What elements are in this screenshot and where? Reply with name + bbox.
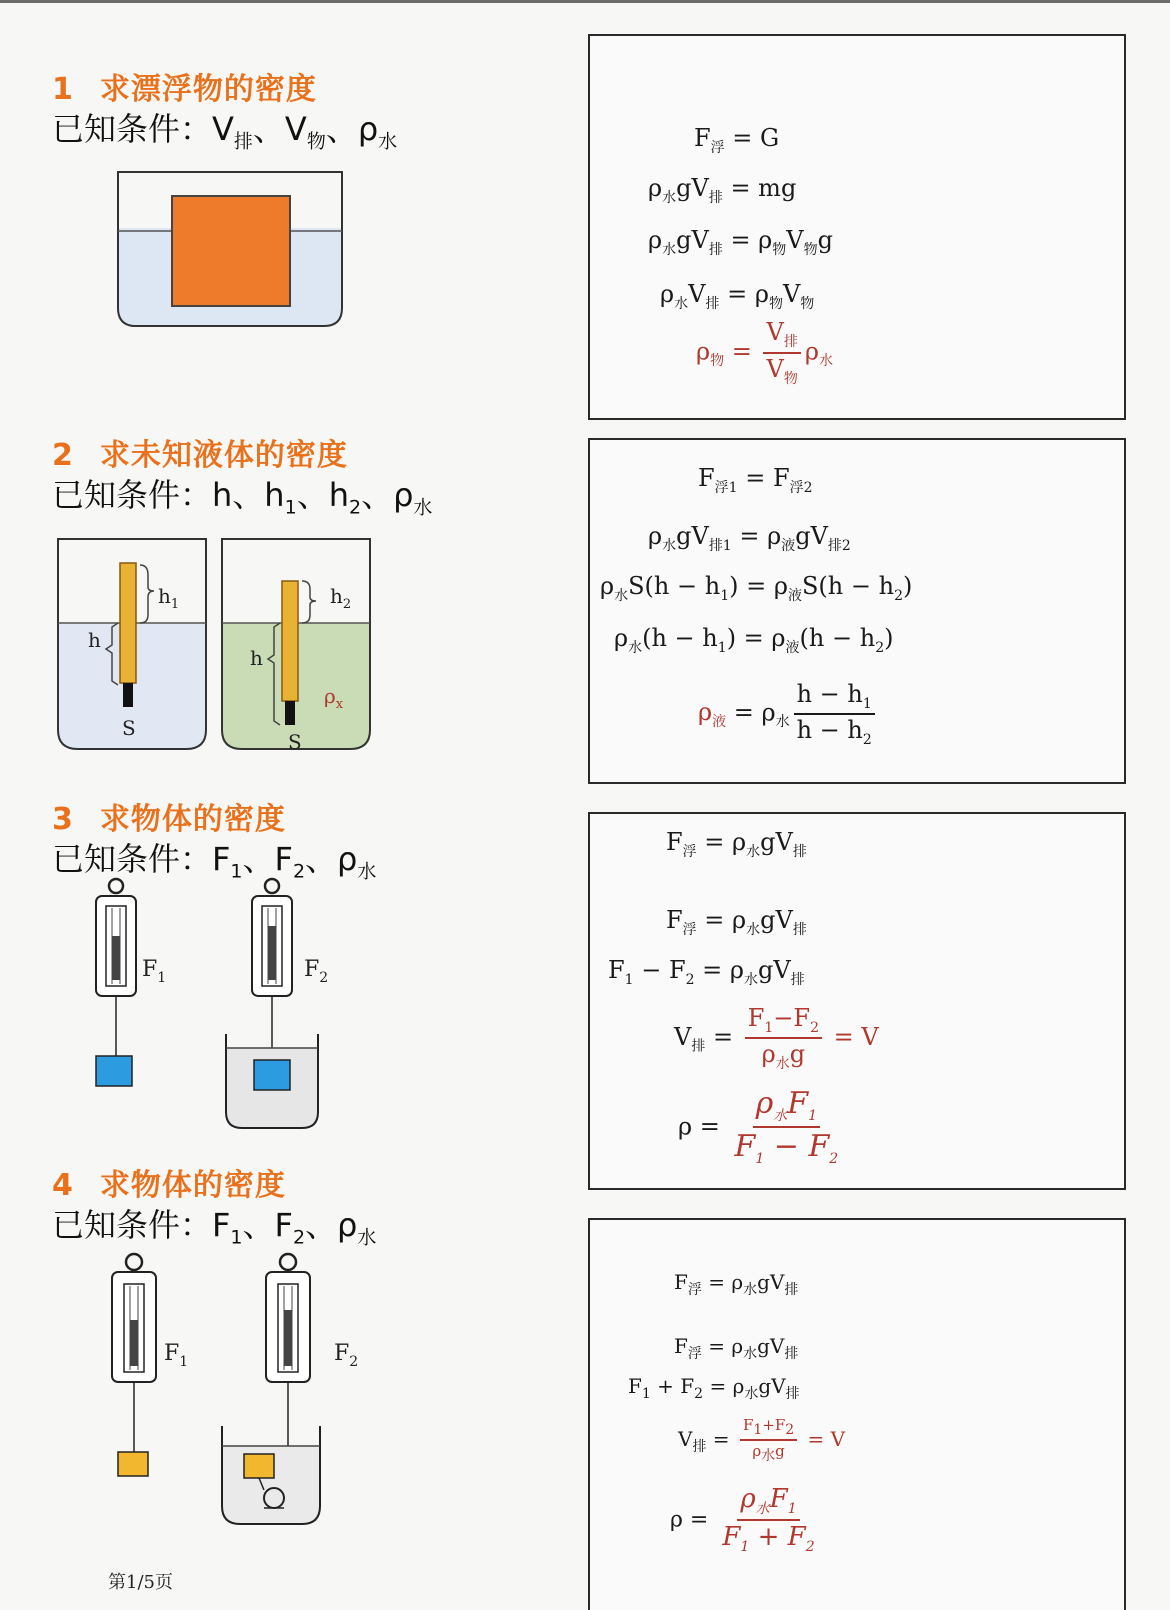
section-2-known: 已知条件：h、$h_1$、$h_2$、$\rho_水$ bbox=[52, 476, 433, 519]
block-yellow-2 bbox=[244, 1454, 274, 1478]
label-rho-x: $\rho_x$ bbox=[324, 684, 344, 712]
label-s-right: S bbox=[288, 730, 302, 754]
floating-block bbox=[172, 196, 290, 306]
formula-box-2: $F_{浮1} = F_{浮2}$ $\rho_水gV_{排1} = \rho_液gV_{排2}$ $\rho_水S(h - h_1) = \rho_液S(h - h_2)$ $\rho_水(h - h_1) = \rho_液(h - h_2)$ $\rho_液 = \rho_水$ $\frac{h - h_1}{h - h_2}$ bbox=[588, 438, 1126, 784]
block-blue-1 bbox=[96, 1056, 132, 1086]
top-border bbox=[0, 0, 1170, 3]
section-3-title: 3 求物体的密度 bbox=[52, 802, 286, 837]
label-h2: $h_2$ bbox=[330, 584, 352, 612]
label-f1-sec4: $F_1$ bbox=[164, 1341, 189, 1370]
label-f2-sec4: $F_2$ bbox=[334, 1341, 359, 1370]
section-3-diagram bbox=[86, 876, 336, 1136]
section-2-diagram bbox=[54, 535, 379, 760]
section-1-known: 已知条件：$V_排$、$V_物$、$\rho_水$ bbox=[52, 110, 398, 153]
formula-box-1: $F_浮 = G$ $\rho_水gV_排$ = mg $\rho_水gV_排 = \rho_物V_物g$ $\rho_水V_排 = \rho_物V_物$ $\rho_物$ = $\frac{V_排}{V_物}$ $\rho_水$ bbox=[588, 34, 1126, 420]
label-h-right: h bbox=[250, 646, 263, 670]
section-4-diagram bbox=[100, 1250, 380, 1530]
label-s: S bbox=[122, 716, 136, 740]
formula-box-4: $F_浮 = \rho_水gV_排$ $F_浮 = \rho_水gV_排$ $F_1 + F_2 = \rho_水gV_排$ $V_排$ = $\frac{F_1+F_2}{\rho_水g}$ = V ρ = $\frac{\rho_水F_1}{F_1 + F_2}$ bbox=[588, 1218, 1126, 1610]
label-h: h bbox=[88, 628, 101, 652]
section-1-title: 1 求漂浮物的密度 bbox=[52, 72, 317, 107]
block-blue-2 bbox=[254, 1060, 290, 1090]
page-footer: 第1/5页 bbox=[108, 1572, 173, 1593]
section-4-title: 4 求物体的密度 bbox=[52, 1168, 286, 1203]
label-h1: $h_1$ bbox=[158, 584, 180, 612]
section-4-known: 已知条件：$F_1$、$F_2$、$\rho_水$ bbox=[52, 1206, 377, 1249]
section-3-known: 已知条件：$F_1$、$F_2$、$\rho_水$ bbox=[52, 840, 377, 883]
section-2-title: 2 求未知液体的密度 bbox=[52, 438, 348, 473]
label-f1-sec3: $F_1$ bbox=[142, 957, 167, 986]
section-1-diagram bbox=[110, 168, 350, 333]
label-f2-sec3: $F_2$ bbox=[304, 957, 329, 986]
block-yellow-1 bbox=[118, 1452, 148, 1476]
formula-box-3: $F_浮 = \rho_水gV_排$ $F_浮 = \rho_水gV_排$ $F_1 - F_2 = \rho_水gV_排$ $V_排$ = $\frac{F_1-F_2}{\rho_水g}$ = V ρ = $\frac{\rho_水F_1}{F_1 - F_2}$ bbox=[588, 812, 1126, 1190]
